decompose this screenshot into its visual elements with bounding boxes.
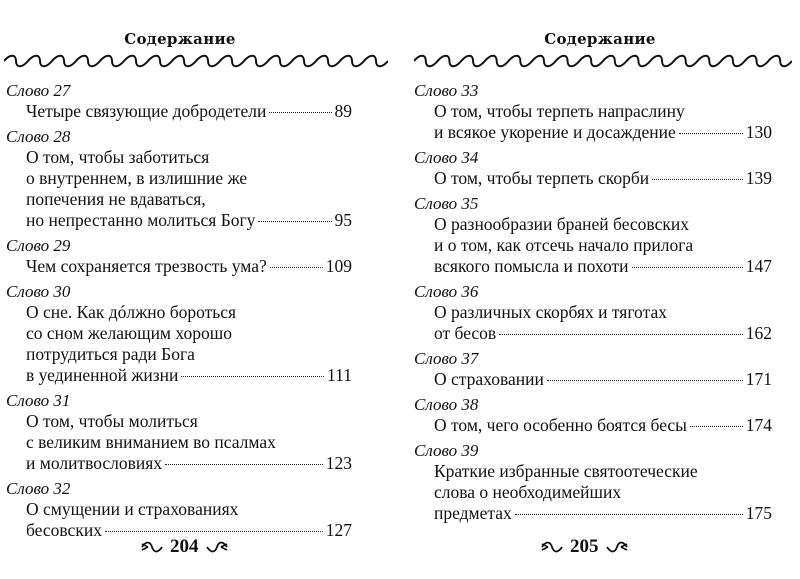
dot-leader bbox=[165, 464, 323, 465]
toc-entry bbox=[414, 147, 772, 189]
toc-entry bbox=[6, 390, 352, 474]
toc-entry-title-line: потрудиться ради Бога bbox=[26, 344, 195, 364]
toc-entry-number: Слово 39 bbox=[414, 441, 479, 460]
swash-left-icon bbox=[540, 541, 564, 553]
dot-leader bbox=[547, 380, 743, 381]
toc-entry-title-line: О том, чтобы терпеть скорби bbox=[434, 168, 650, 188]
toc-entry-title-line: в уединенной жизни bbox=[26, 365, 179, 385]
dot-leader bbox=[181, 376, 324, 377]
toc-entry-last-line bbox=[434, 256, 772, 277]
toc-entry-last-line bbox=[26, 453, 352, 474]
toc-entry-title-line: О сне. Как дóлжно бороться bbox=[26, 302, 237, 322]
swash-left-icon bbox=[140, 541, 164, 553]
page-footer-right bbox=[540, 536, 629, 558]
table-of-contents-left bbox=[6, 80, 352, 545]
page-footer-left bbox=[140, 536, 229, 558]
toc-page-number: 130 bbox=[745, 122, 772, 142]
dot-leader bbox=[105, 531, 323, 532]
toc-page-number: 95 bbox=[334, 210, 352, 230]
toc-entry-title-line: Четыре связующие добродетели bbox=[26, 101, 267, 121]
toc-entry-title-line: с великим вниманием во псалмах bbox=[26, 432, 276, 452]
toc-entry-title-line: всякого помысла и похоти bbox=[434, 256, 629, 276]
toc-entry-title-line: О разнообразии браней бесовских bbox=[434, 214, 689, 234]
toc-entry bbox=[6, 281, 352, 386]
toc-entry-title-line: О страховании bbox=[434, 369, 544, 389]
page-number-left: 204 bbox=[170, 536, 199, 557]
toc-entry-last-line bbox=[434, 369, 772, 390]
ornament-divider-icon bbox=[4, 54, 388, 68]
toc-entry bbox=[414, 80, 772, 143]
toc-entry-title-line: О том, чтобы заботиться bbox=[26, 147, 210, 167]
toc-entry-last-line bbox=[26, 256, 352, 277]
toc-entry bbox=[6, 126, 352, 231]
toc-entry-title-line: слова о необходимейших bbox=[434, 482, 622, 502]
toc-entry-last-line bbox=[26, 210, 352, 231]
dot-leader bbox=[499, 334, 743, 335]
toc-page-number: 147 bbox=[745, 256, 772, 276]
toc-entry bbox=[414, 348, 772, 390]
toc-entry-last-line bbox=[26, 101, 352, 122]
toc-entry-title-line: предметах bbox=[434, 503, 512, 523]
page-number-right: 205 bbox=[570, 536, 599, 557]
toc-entry-number: Слово 30 bbox=[6, 282, 71, 301]
toc-entry-last-line bbox=[434, 503, 772, 524]
toc-entry-last-line bbox=[26, 365, 352, 386]
toc-entry-title-line: Краткие избранные святоотеческие bbox=[434, 461, 698, 481]
toc-entry-last-line bbox=[434, 122, 772, 143]
toc-entry bbox=[414, 440, 772, 524]
toc-entry-title-line: О том, чтобы терпеть напраслину bbox=[434, 101, 685, 121]
dot-leader bbox=[632, 267, 743, 268]
toc-entry-title-line: со сном желающим хорошо bbox=[26, 323, 232, 343]
toc-entry-last-line bbox=[434, 323, 772, 344]
ornament-divider-icon bbox=[414, 54, 792, 68]
toc-entry-last-line bbox=[434, 168, 772, 189]
toc-entry-number: Слово 33 bbox=[414, 81, 479, 100]
toc-entry-title-line: Чем сохраняется трезвость ума? bbox=[26, 256, 267, 276]
toc-page-number: 109 bbox=[325, 256, 352, 276]
toc-entry-number: Слово 34 bbox=[414, 148, 479, 167]
toc-entry-number: Слово 31 bbox=[6, 391, 71, 410]
toc-page-number: 174 bbox=[745, 415, 772, 435]
toc-entry-number: Слово 38 bbox=[414, 395, 479, 414]
toc-entry-title-line: О различных скорбях и тяготах bbox=[434, 302, 667, 322]
toc-entry-number: Слово 37 bbox=[414, 349, 479, 368]
swash-right-icon bbox=[205, 541, 229, 553]
dot-leader bbox=[258, 221, 331, 222]
toc-page-number: 175 bbox=[745, 503, 772, 523]
toc-entry-number: Слово 35 bbox=[414, 194, 479, 213]
toc-entry-last-line bbox=[434, 415, 772, 436]
toc-entry-title-line: и о том, как отсечь начало прилога bbox=[434, 235, 694, 255]
toc-page-number: 123 bbox=[325, 453, 352, 473]
toc-page-number: 111 bbox=[327, 365, 352, 385]
toc-entry-title-line: О смущении и страхованиях bbox=[26, 499, 239, 519]
toc-page-number: 139 bbox=[745, 168, 772, 188]
dot-leader bbox=[690, 426, 743, 427]
toc-entry-number: Слово 27 bbox=[6, 81, 71, 100]
toc-entry bbox=[414, 394, 772, 436]
toc-entry-title-line: О том, чего особенно боятся бесы bbox=[434, 415, 687, 435]
swash-right-icon bbox=[605, 541, 629, 553]
toc-entry-title-line: и молитвословиях bbox=[26, 453, 163, 473]
dot-leader bbox=[679, 133, 743, 134]
toc-entry bbox=[6, 235, 352, 277]
toc-entry-title-line: попечения не вдаваться, bbox=[26, 189, 206, 209]
toc-page-number: 162 bbox=[745, 323, 772, 343]
dot-leader bbox=[515, 514, 743, 515]
toc-entry bbox=[6, 478, 352, 541]
toc-entry-number: Слово 36 bbox=[414, 282, 479, 301]
dot-leader bbox=[652, 179, 743, 180]
toc-entry bbox=[6, 80, 352, 122]
toc-entry-number: Слово 28 bbox=[6, 127, 71, 146]
toc-entry-number: Слово 29 bbox=[6, 236, 71, 255]
toc-entry-title-line: и всякое укорение и досаждение bbox=[434, 122, 676, 142]
table-of-contents-right bbox=[414, 80, 772, 528]
right-page bbox=[400, 0, 800, 579]
toc-page-number: 127 bbox=[325, 520, 352, 540]
toc-entry-title-line: о внутреннем, в излишние же bbox=[26, 168, 248, 188]
toc-page-number: 89 bbox=[334, 101, 352, 121]
running-header-left: Содержание bbox=[124, 30, 236, 48]
toc-entry-number: Слово 32 bbox=[6, 479, 71, 498]
toc-entry-title-line: от бесов bbox=[434, 323, 497, 343]
toc-entry-title-line: О том, чтобы молиться bbox=[26, 411, 198, 431]
dot-leader bbox=[270, 267, 323, 268]
running-header-right: Содержание bbox=[544, 30, 656, 48]
toc-entry bbox=[414, 281, 772, 344]
toc-entry-title-line: но непрестанно молиться Богу bbox=[26, 210, 256, 230]
toc-entry bbox=[414, 193, 772, 277]
toc-entry-title-line: бесовских bbox=[26, 520, 102, 540]
toc-page-number: 171 bbox=[745, 369, 772, 389]
dot-leader bbox=[269, 112, 331, 113]
